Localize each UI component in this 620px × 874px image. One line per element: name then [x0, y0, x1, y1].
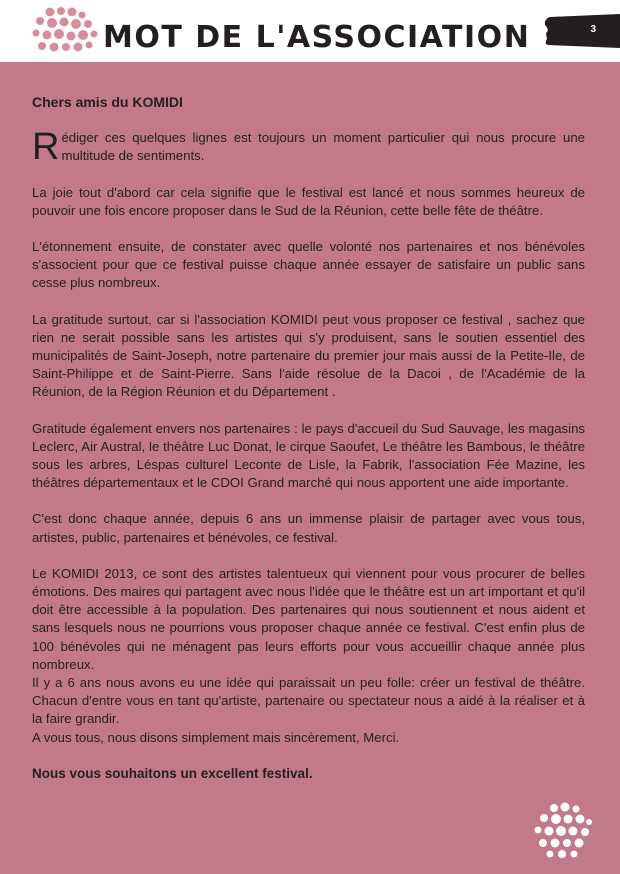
dots-footer-group [535, 803, 593, 859]
page-number-tab [544, 14, 620, 48]
dots-logo-icon [30, 6, 100, 54]
page-title: MOT DE L'ASSOCIATION [103, 20, 531, 55]
letter-panel [0, 62, 620, 874]
paragraph-astonishment: L'étonnement ensuite, de constater avec quelle volonté nos partenaires et nos bénévoles s'associent pour que ce festival puisse chaque année essayer de satisfaire un public sans cesse plus nombreux. [32, 239, 585, 291]
page-header [0, 0, 620, 58]
drop-cap: R [32, 126, 60, 169]
paragraph-thanks: A vous tous, nous disons simplement mais sincèrement, Merci. [32, 729, 400, 745]
dots-footer-icon [532, 802, 594, 860]
tab-shape [545, 14, 620, 48]
paragraph-joy: La joie tout d'abord car cela signifie que le festival est lancé et nous sommes heureux de pouvoir une fois encore proposer dans le Sud de la Réunion, cette belle fête de théâtre. [32, 184, 585, 218]
closing-line: Nous vous souhaitons un excellent festival. [32, 765, 313, 781]
paragraph-pleasure: C'est donc chaque année, depuis 6 ans un immense plaisir de partager avec vous tous, artistes, public, partenaires et bénévoles, ce festival. [32, 511, 585, 545]
intro-paragraph [32, 126, 585, 169]
letter-body [32, 93, 585, 783]
paragraph-gratitude: La gratitude surtout, car si l'association KOMIDI peut vous proposer ce festival , sachez que rien ne serait possible sans les artistes qui s'y produisent, sans le soutien essentiel des municipalités de Saint-Joseph, notre partenaire du premier jour mais aussi de la Petite-Ile, de Saint-Philippe et de Saint-Pierre. Sans l'aide résolue de la Dacoi , de l'Académie de la Réunion, de la Région Réunion et du Département . [32, 311, 585, 400]
greeting: Chers amis du KOMIDI [32, 94, 183, 110]
paragraph-komidi-2013: Le KOMIDI 2013, ce sont des artistes talentueux qui viennent pour vous procurer de belles émotions. Des maires qui partagent avec nous l'idée que le théâtre est un art important et qu'il doit être accessible à la population. Des partenaires qui nous soutiennent et nous aident et sans lesquels nous ne pourrions vous proposer chaque année ce festival. C'est enfin plus de 100 bénévoles qui ne ménagent pas leurs efforts pour vous accueillir chaque année plus nombreux. [32, 565, 585, 672]
intro-text: édiger ces quelques lignes est toujours un moment particulier qui nous procure une multitude de sentiments. [61, 130, 585, 164]
paragraph-partners: Gratitude également envers nos partenaires : le pays d'accueil du Sud Sauvage, les magasins Leclerc, Air Austral, le théâtre Luc Donat, le cirque Saoufet, Le théâtre les Bambous, le théâtre sous les arbres, Léspas culturel Leconte de Lisle, la Fabrik, l'association Fée Mazine, les théâtres départementaux et le CDOI Grand marché qui nous apportent une aide importante. [32, 420, 585, 491]
dots-logo-group [33, 7, 98, 52]
paragraph-origins: Il y a 6 ans nous avons eu une idée qui paraissait un peu folle: créer un festival de théâtre. Chacun d'entre vous en tant qu'artiste, partenaire ou spectateur nous a aidé à la réaliser et à la faire grandir. [32, 675, 585, 727]
page-number: 3 [590, 24, 596, 35]
